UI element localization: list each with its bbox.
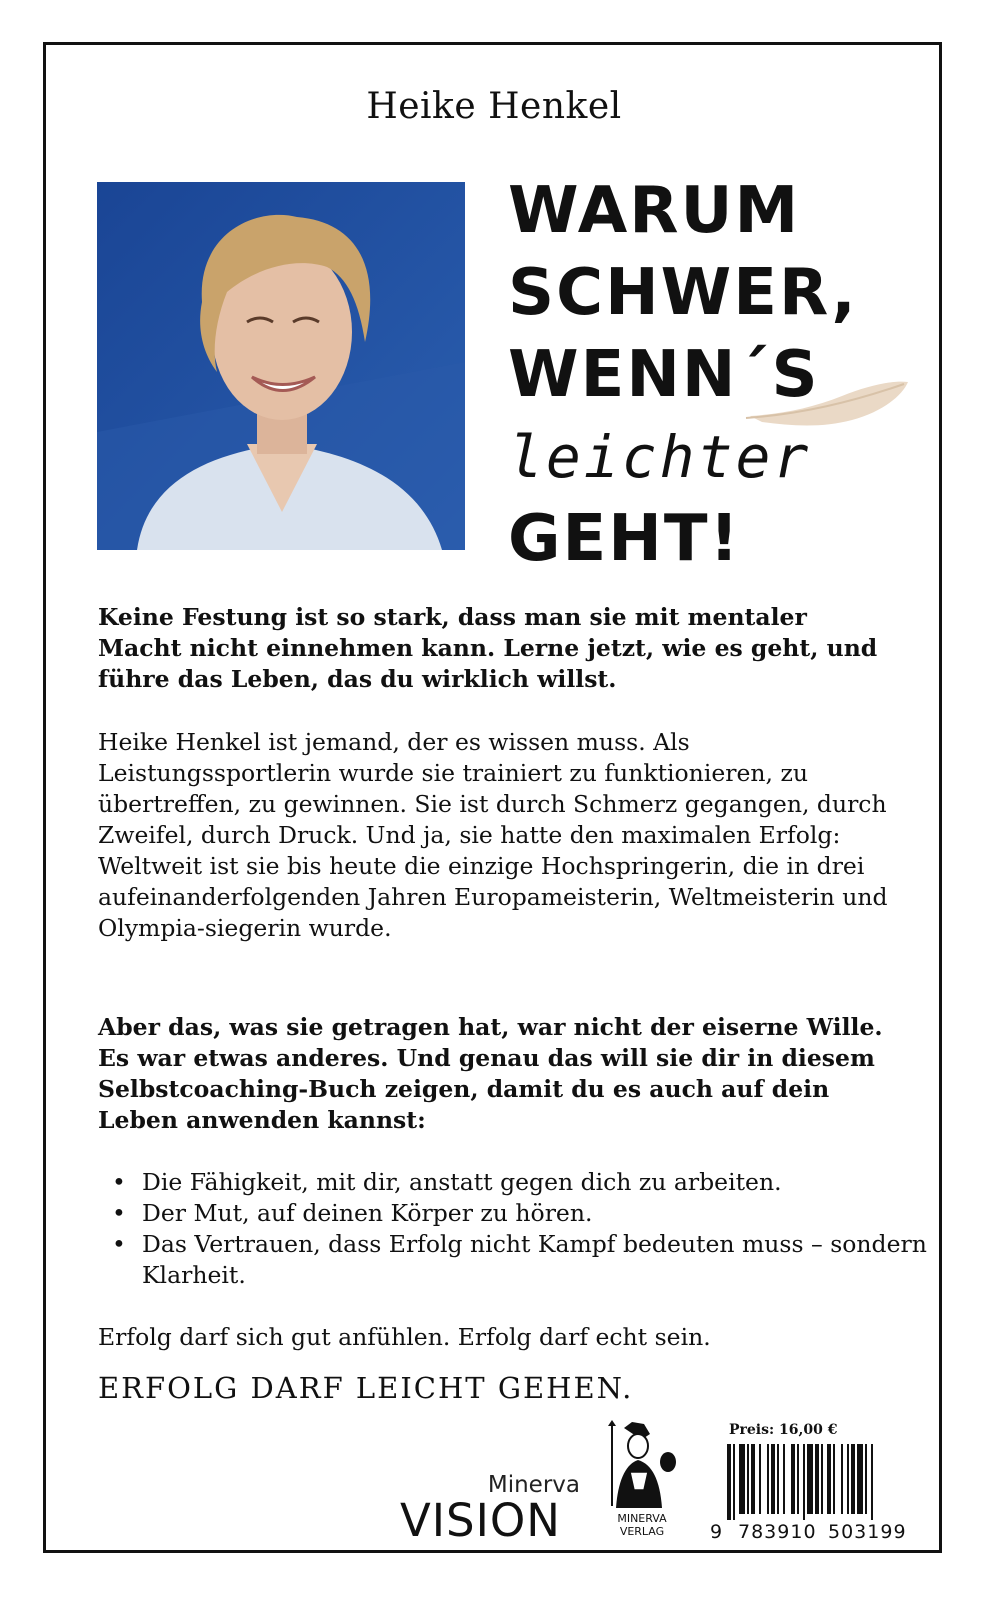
- title-line: SCHWER,: [508, 256, 858, 330]
- publisher-logo: [604, 1420, 680, 1540]
- barcode-bar: [871, 1444, 873, 1520]
- list-item: [112, 1167, 942, 1198]
- barcode-bar: [833, 1444, 835, 1514]
- slogan: ERFOLG DARF LEICHT GEHEN.: [98, 1371, 634, 1405]
- price-label: Preis: 16,00 €: [729, 1422, 838, 1438]
- barcode-bar: [797, 1444, 799, 1514]
- barcode-bar: [739, 1444, 745, 1514]
- feather-icon: [742, 374, 912, 436]
- barcode-bar: [807, 1444, 813, 1514]
- minerva-goddess-icon: [604, 1420, 680, 1508]
- brand-small: Minerva: [487, 1472, 580, 1498]
- bullet-icon: •: [112, 1168, 126, 1196]
- barcode-bar: [771, 1444, 775, 1514]
- list-item: [112, 1198, 942, 1229]
- barcode-bar: [847, 1444, 849, 1514]
- barcode-bar: [857, 1444, 863, 1514]
- isbn-group-1: 783910: [738, 1521, 817, 1543]
- publisher-name-line: MINERVA: [617, 1512, 667, 1525]
- biography-paragraph: Heike Henkel ist jemand, der es wissen muss. Als Leistungssportlerin wurde sie trainiert zu funktionieren, zu übertreffen, zu gewinnen. Sie ist durch Schmerz gegangen, durch Zweifel, durch Druck. Und ja, sie hatte den maximalen Erfolg: Weltweit ist sie bis heute die einzige Hochspringerin, die in drei aufeinanderfolgenden Jahren Europameisterin, Weltmeisterin und Olympia-siegerin wurde.: [98, 728, 888, 942]
- lead-paragraph-2: Aber das, was sie getragen hat, war nicht der eiserne Wille. Es war etwas anderes. Und genau das will sie dir in diesem Selbstcoaching-Buch zeigen, damit du es auch auf dein Leben anwenden kannst:: [98, 1013, 883, 1134]
- barcode-bar: [827, 1444, 831, 1514]
- bullet-icon: •: [112, 1230, 126, 1258]
- barcode-bar: [747, 1444, 749, 1514]
- author-name: Heike Henkel: [366, 86, 622, 127]
- list-item-text: Das Vertrauen, dass Erfolg nicht Kampf bedeuten muss – sondern Klarheit.: [142, 1230, 927, 1289]
- barcode-bar: [821, 1444, 823, 1514]
- isbn-barcode: [727, 1444, 927, 1520]
- title-line: GEHT!: [508, 502, 741, 576]
- barcode-bar: [841, 1444, 843, 1514]
- closing-line: Erfolg darf sich gut anfühlen. Erfolg darf echt sein.: [98, 1323, 711, 1351]
- barcode-bar: [791, 1444, 795, 1514]
- barcode-bar: [851, 1444, 855, 1514]
- barcode-bar: [865, 1444, 867, 1514]
- list-item-text: Der Mut, auf deinen Körper zu hören.: [142, 1199, 593, 1227]
- title-line: WARUM: [508, 174, 801, 248]
- author-photo: [97, 182, 465, 550]
- publisher-name: [604, 1512, 680, 1538]
- barcode-bar: [803, 1444, 805, 1520]
- list-item: [112, 1229, 942, 1291]
- isbn-prefix: 9: [710, 1521, 724, 1543]
- barcode-bar: [759, 1444, 761, 1514]
- barcode-bar: [727, 1444, 731, 1520]
- bullet-icon: •: [112, 1199, 126, 1227]
- brand-big: VISION: [400, 1494, 561, 1547]
- publisher-name-line: VERLAG: [619, 1525, 665, 1538]
- barcode-bar: [767, 1444, 769, 1514]
- list-item-text: Die Fähigkeit, mit dir, anstatt gegen dich zu arbeiten.: [142, 1168, 782, 1196]
- minerva-vision-logo: [400, 1472, 580, 1547]
- title-line: WENN´S: [508, 338, 820, 412]
- benefit-list: [98, 1167, 942, 1291]
- lead-paragraph: Keine Festung ist so stark, dass man sie mit mentaler Macht nicht einnehmen kann. Lerne jetzt, wie es geht, und führe das Leben, das du wirklich willst.: [98, 603, 878, 693]
- barcode-bar: [783, 1444, 785, 1514]
- isbn-group-2: 503199: [828, 1521, 907, 1543]
- barcode-bar: [815, 1444, 819, 1514]
- barcode-bar: [777, 1444, 779, 1514]
- barcode-bar: [733, 1444, 735, 1520]
- title-line-italic: leichter: [508, 423, 812, 491]
- barcode-bar: [751, 1444, 755, 1514]
